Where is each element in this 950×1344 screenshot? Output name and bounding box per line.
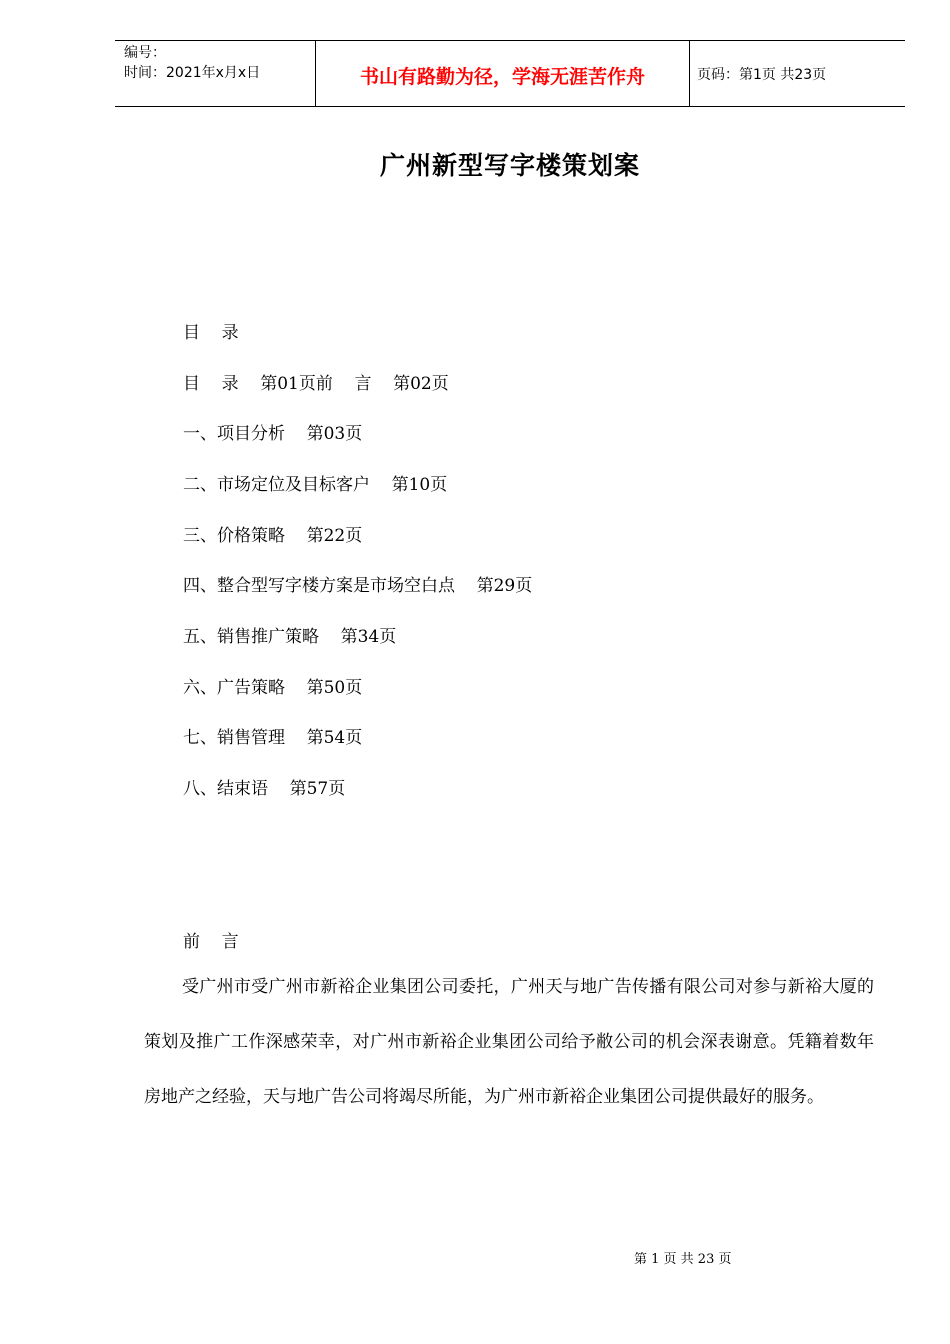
header-top-rule (115, 40, 905, 41)
page-footer: 第 1 页 共 23 页 (634, 1252, 732, 1267)
header-motto: 书山有路勤为径，学海无涯苦作舟 (359, 66, 645, 88)
toc-item: 六、广告策略 第50页 (183, 678, 363, 698)
foreword-body: 受广州市受广州市新裕企业集团公司委托，广州天与地广告传播有限公司对参与新裕大厦的策划及推广工作深感荣幸，对广州市新裕企业集团公司给予敝公司的机会深表谢意。凭籍着数年房地产之经验，天与地广告公司将竭尽所能，为广州市新裕企业集团公司提供最好的服务。 (144, 977, 874, 1107)
header-meta (124, 43, 260, 83)
toc-item: 二、市场定位及目标客户 第10页 (183, 475, 448, 495)
toc-item: 一、项目分析 第03页 (183, 424, 363, 444)
toc-item: 四、整合型写字楼方案是市场空白点 第29页 (183, 576, 533, 596)
toc-item: 八、结束语 第57页 (183, 779, 346, 799)
toc-item: 五、销售推广策略 第34页 (183, 627, 397, 647)
toc-item: 七、销售管理 第54页 (183, 728, 363, 748)
toc-heading: 目 录 (183, 323, 239, 343)
foreword-heading: 前 言 (183, 932, 239, 952)
toc-item: 目 录 第01页前 言 第02页 (183, 374, 449, 394)
time-label: 时间：2021年x月x日 (124, 65, 261, 81)
header-divider (689, 40, 690, 107)
header-bottom-rule (115, 106, 905, 107)
number-label: 编号： (124, 45, 166, 61)
document-title: 广州新型写字楼策划案 (379, 151, 640, 180)
toc-item: 三、价格策略 第22页 (183, 526, 363, 546)
header-page-info: 页码：第1页 共23页 (697, 67, 827, 83)
